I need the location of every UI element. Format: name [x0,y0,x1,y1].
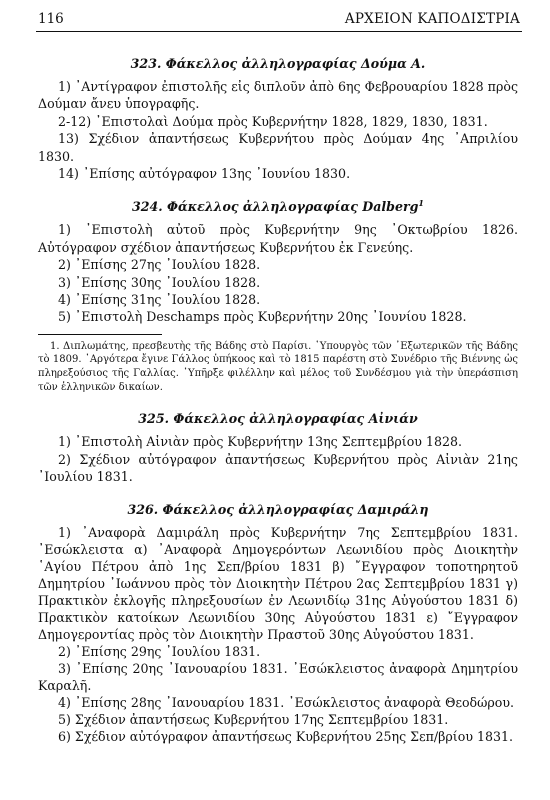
list-item: 2-12) ᾿Επιστολαὶ Δούμα πρὸς Κυβερνήτην 1828, 1829, 1830, 1831. [58,113,488,129]
list-item: 3) ᾿Επίσης 30ης ᾿Ιουλίου 1828. [58,274,261,290]
list-item: 1) ᾿Αντίγραφον ἐπιστολῆς εἰς διπλοῦν ἀπὸ 6ης Φεβρουαρίου 1828 πρὸς Δούμαν ἄνευ ὑπογραφῆς. [38,79,518,112]
running-title: ΑΡΧΕΙΟΝ ΚΑΠΟΔΙΣΤΡΙΑ [344,11,520,27]
section-323 [38,56,518,182]
section-326 [38,502,518,745]
section-title: 324. Φάκελλος ἀλληλογραφίας Dalberg$^1$ [132,198,424,215]
list-item: 6) Σχέδιον αὐτόγραφον ἀπαντήσεως Κυβερνήτου 25ης Σεπ/βρίου 1831. [58,729,514,745]
list-item: 4) ᾿Επίσης 31ης ᾿Ιουλίου 1828. [58,292,261,308]
section-325 [38,411,518,485]
section-324 [38,199,518,325]
list-item: 14) ᾿Επίσης αὐτόγραφον 13ης ᾿Ιουνίου 1830. [58,166,351,182]
page-body [38,38,518,745]
list-item: 2) ᾿Επίσης 29ης ᾿Ιουλίου 1831. [58,644,261,660]
footnote-marker: 1 [418,198,424,209]
page-number: 116 [38,11,64,27]
section-title: 326. Φάκελλος ἀλληλογραφίας Δαμιράλη [127,502,429,518]
section-title: 325. Φάκελλος ἀλληλογραφίας Αἰνιάν [138,411,418,427]
footnote: 1. Διπλωμάτης, πρεσβευτὴς τῆς Βάδης στὸ Παρίσι. ῾Υπουργὸς τῶν ᾿Εξωτερικῶν τῆς Βάδης τὸ 1809. ᾿Αργότερα ἔγινε Γάλλος ὑπήκοος καὶ τὸ 1815 παρέστη στὸ Συνέδριο τῆς Βιέννης ὡς πληρεξούσιος τῆς Γαλλίας. ῾Υπῆρξε φιλέλλην καὶ μέλος τοῦ Συνδέσμου γιὰ τὴν ὑπεράσπιση τῶν ἑλληνικῶν δικαίων. [38,340,518,393]
list-item: 13) Σχέδιον ἀπαντήσεως Κυβερνήτου πρὸς Δούμαν 4ης ᾿Απριλίου 1830. [38,131,518,164]
header-rule [36,31,522,32]
list-item: 1) ᾿Επιστολὴ αὐτοῦ πρὸς Κυβερνήτην 9ης ᾿Οκτωβρίου 1826. Αὐτόγραφον σχέδιον ἀπαντήσεως Κυβερνήτου ἐκ Γενεύης. [38,222,518,255]
page-header [38,10,520,28]
list-item: 2) Σχέδιον αὐτόγραφον ἀπαντήσεως Κυβερνήτου πρὸς Αἰνιὰν 21ης ᾿Ιουλίου 1831. [38,451,518,485]
list-item: 5) Σχέδιον ἀπαντήσεως Κυβερνήτου 17ης Σεπτεμβρίου 1831. [58,712,449,728]
section-title: 323. Φάκελλος ἀλληλογραφίας Δούμα Α. [130,56,426,71]
list-item: 2) ᾿Επίσης 27ης ᾿Ιουλίου 1828. [58,257,261,273]
list-item: 3) ᾿Επίσης 20ης ᾿Ιανουαρίου 1831. ᾿Εσώκλειστος ἀναφορὰ Δημητρίου Καραλῆ. [38,661,518,694]
footnote-rule [38,334,162,335]
list-item: 1) ᾿Αναφορὰ Δαμιράλη πρὸς Κυβερνήτην 7ης Σεπτεμβρίου 1831. ᾿Εσώκλειστα α) ᾿Αναφορὰ Δημογερόντων Λεωνιδίου πρὸς Διοικητὴν ῾Αγίου Πέτρου ἀπὸ 1ης Σεπ/βρίου 1831 β) ῎Εγγραφον τοποτηρητοῦ Δημητρίου ᾿Ιωάννου πρὸς τὸν Διοικητὴν Πέτρου 2ας Σεπτεμβρίου 1831 γ) Πρακτικὸν ἐκλογῆς πληρεξουσίων ἐν Λεωνιδίῳ 31ης Αὐγούστου 1831 δ) Πρακτικὸν κατοίκων Λεωνιδίου 30ης Αὐγούστου 1831 ε) ῎Εγγραφον Δημογεροντίας πρὸς τὸν Διοικητὴν Πραστοῦ 30ης Αὐγούστου 1831. [38,525,518,643]
list-item: 5) ᾿Επιστολὴ Deschamps πρὸς Κυβερνήτην 20ης ᾿Ιουνίου 1828. [58,309,467,325]
list-item: 1) ᾿Επιστολὴ Αἰνιὰν πρὸς Κυβερνήτην 13ης Σεπτεμβρίου 1828. [58,434,462,450]
list-item: 4) ᾿Επίσης 28ης ᾿Ιανουαρίου 1831. ᾿Εσώκλειστος ἀναφορὰ Θεοδώρου. [58,695,515,711]
